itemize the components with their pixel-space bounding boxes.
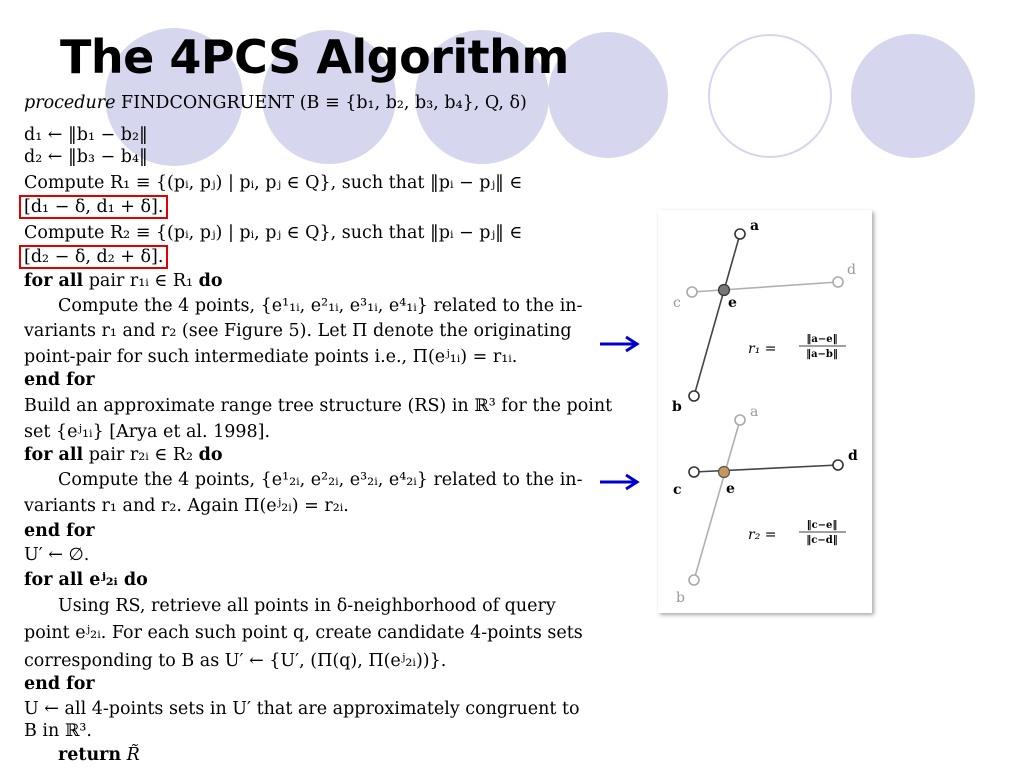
for-all-keyword: for all [24,570,84,590]
uprime-empty-line: U′ ← ∅. [24,545,90,565]
line-r2-range [24,246,168,268]
line-d1: d₁ ← ‖b₁ − b₂‖ [24,125,148,145]
r1-denominator: ‖a−b‖ [806,349,838,360]
point-e-label: e [726,481,735,497]
for1-line-c: point-pair for such intermediate points i.e., Π(eʲ₁ᵢ) = r₁ᵢ. [24,347,518,367]
for-all-keyword: for all [24,445,84,465]
u-line-a: U ← all 4-points sets in U′ that are approximately congruent to [24,699,580,719]
point-c-label: c [673,482,682,498]
do-keyword: do [198,445,223,465]
end-for-3: end for [24,674,95,694]
for1-line-a: Compute the 4 points, {e¹₁ᵢ, e²₁ᵢ, e³₁ᵢ, e⁴₁ᵢ} related to the in- [58,296,583,316]
for1-line-b: variants r₁ and r₂ (see Figure 5). Let Π denote the originating [24,321,572,341]
line-d2: d₂ ← ‖b₃ − b₄‖ [24,147,148,167]
point-a-label: a [750,404,759,420]
point-c-label: c [673,295,681,311]
point-b-label: b [672,399,682,415]
for-all-keyword: for all [24,271,84,291]
for2-line-b: variants r₁ and r₂. Again Π(eʲ₂ᵢ) = r₂ᵢ. [24,496,349,516]
line-r2-compute: Compute R₂ ≡ {(pᵢ, pⱼ) | pᵢ, pⱼ ∈ Q}, such that ‖pᵢ − pⱼ‖ ∈ [24,223,523,243]
end-for-2: end for [24,521,95,541]
procedure-args: (B ≡ {b₁, b₂, b₃, b₄}, Q, δ) [294,93,527,113]
line-r1-compute: Compute R₁ ≡ {(pᵢ, pⱼ) | pᵢ, pⱼ ∈ Q}, such that ‖pᵢ − pⱼ‖ ∈ [24,173,523,193]
highlight-box-r1: [d₁ − δ, d₁ + δ]. [19,195,168,219]
right-arrow-icon [598,334,642,354]
line-r1-range [24,196,168,218]
procedure-name: FINDCONGRUENT [121,93,295,113]
point-d-label: d [847,262,856,278]
for2-pair: pair r₂ᵢ ∈ R₂ [83,445,199,465]
figure-top-panel [672,218,856,415]
end-for-1: end for [24,370,95,390]
build-line-b: set {eʲ₁ᵢ} [Arya et al. 1998]. [24,422,271,442]
u-line-b: B in ℝ³. [24,721,92,741]
for2-line-a: Compute the 4 points, {e¹₂ᵢ, e²₂ᵢ, e³₂ᵢ, e⁴₂ᵢ} related to the in- [58,470,583,490]
point-d-label: d [848,448,858,464]
congruence-figure [658,210,872,613]
return-keyword: return [58,745,122,765]
point-a-label: a [750,218,760,234]
for-all-e2i [24,569,148,591]
procedure-line [24,92,527,114]
point-b-label: b [676,590,685,606]
r2-equation-lhs: r₂ = [748,527,777,543]
for-all-r2 [24,444,223,466]
r1-numerator: ‖a−e‖ [806,334,838,345]
r2-numerator: ‖c−e‖ [806,520,838,531]
point-e-label: e [728,295,737,311]
for3-line-b: point eʲ₂ᵢ. For each such point q, create candidate 4-points sets [24,623,583,643]
procedure-keyword: procedure [24,93,116,113]
decor-circle-6 [851,34,975,158]
r2-denominator: ‖c−d‖ [806,535,838,546]
decor-circle-5 [708,34,832,158]
for3-line-a: Using RS, retrieve all points in δ-neighborhood of query [58,596,556,616]
slide-title: The 4PCS Algorithm [60,30,569,84]
r1-equation-lhs: r₁ = [748,341,777,357]
for-all-r1 [24,270,223,292]
return-value: R̃ [121,745,140,765]
return-line [58,744,140,766]
right-arrow-icon [598,472,642,492]
figure-bottom-panel [673,404,858,606]
do-keyword: do [123,570,148,590]
highlight-box-r2: [d₂ − δ, d₂ + δ]. [19,245,168,269]
do-keyword: do [198,271,223,291]
for3-element: eʲ₂ᵢ [83,570,124,590]
for3-line-c: corresponding to B as U′ ← {U′, (Π(q), Π(eʲ₂ᵢ))}. [24,651,447,671]
build-line-a: Build an approximate range tree structure (RS) in ℝ³ for the point [24,396,613,416]
for1-pair: pair r₁ᵢ ∈ R₁ [83,271,199,291]
